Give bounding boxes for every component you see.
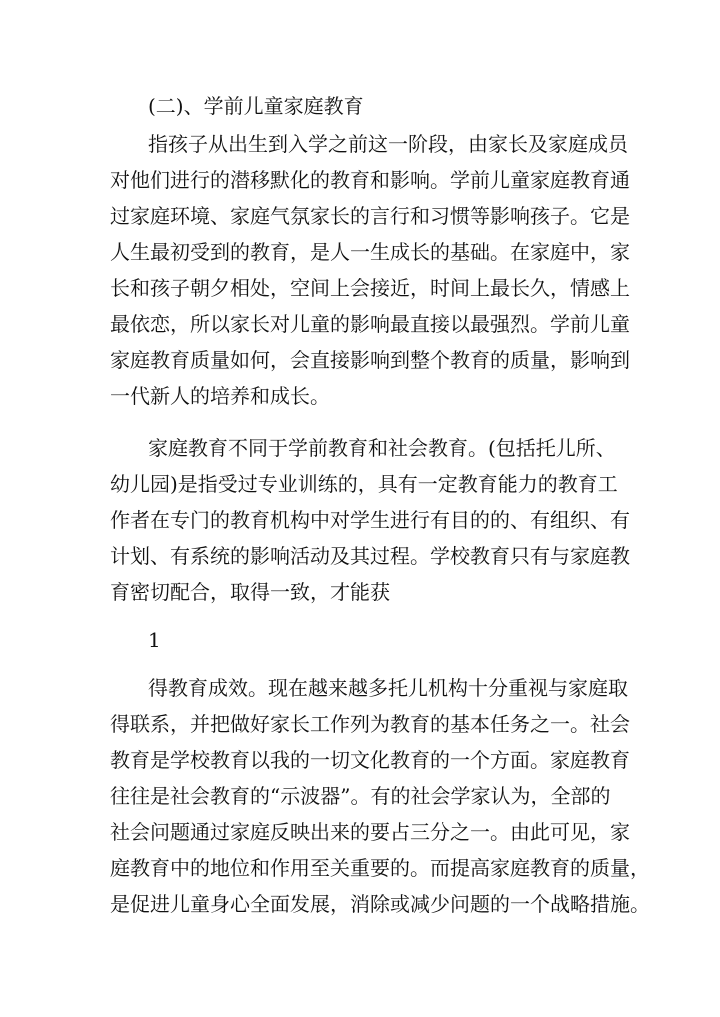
paragraph-1-line-7: 家庭教育质量如何，会直接影响到整个教育的质量，影响到 — [110, 348, 630, 372]
paragraph-3-line-3: 教育是学校教育以我的一切文化教育的一个方面。家庭教育 — [110, 748, 630, 772]
paragraph-1-line-4: 人生最初受到的教育，是人一生成长的基础。在家庭中，家 — [110, 240, 630, 264]
paragraph-2-line-5: 育密切配合，取得一致，才能获 — [110, 580, 390, 604]
paragraph-1-line-1: 指孩子从出生到入学之前这一阶段，由家长及家庭成员 — [148, 132, 628, 156]
paragraph-3-line-6: 庭教育中的地位和作用至关重要的。而提高家庭教育的质量， — [110, 856, 650, 880]
paragraph-3-line-4: 往往是社会教育的“示波器”。有的社会学家认为，全部的 — [110, 784, 611, 808]
page-number: 1 — [148, 628, 161, 652]
paragraph-1-line-3: 过家庭环境、家庭气氛家长的言行和习惯等影响孩子。它是 — [110, 204, 630, 228]
section-heading: (二)、学前儿童家庭教育 — [148, 94, 364, 118]
paragraph-2-line-3: 作者在专门的教育机构中对学生进行有目的的、有组织、有 — [110, 508, 630, 532]
paragraph-3-line-2: 得联系，并把做好家长工作列为教育的基本任务之一。社会 — [110, 712, 630, 736]
paragraph-2-line-2: 幼儿园)是指受过专业训练的，具有一定教育能力的教育工 — [110, 472, 618, 496]
paragraph-1-line-2: 对他们进行的潜移默化的教育和影响。学前儿童家庭教育通 — [110, 168, 630, 192]
paragraph-1-line-5: 长和孩子朝夕相处，空间上会接近，时间上最长久，情感上 — [110, 276, 630, 300]
paragraph-1-line-8: 一代新人的培养和成长。 — [110, 384, 330, 408]
paragraph-3-line-5: 社会问题通过家庭反映出来的要占三分之一。由此可见，家 — [110, 820, 630, 844]
paragraph-3-line-7: 是促进儿童身心全面发展，消除或减少问题的一个战略措施。 — [110, 892, 650, 916]
paragraph-2-line-1: 家庭教育不同于学前教育和社会教育。(包括托儿所、 — [148, 436, 616, 460]
paragraph-1-line-6: 最依恋，所以家长对儿童的影响最直接以最强烈。学前儿童 — [110, 312, 630, 336]
paragraph-2-line-4: 计划、有系统的影响活动及其过程。学校教育只有与家庭教 — [110, 544, 630, 568]
paragraph-3-line-1: 得教育成效。现在越来越多托儿机构十分重视与家庭取 — [148, 676, 628, 700]
